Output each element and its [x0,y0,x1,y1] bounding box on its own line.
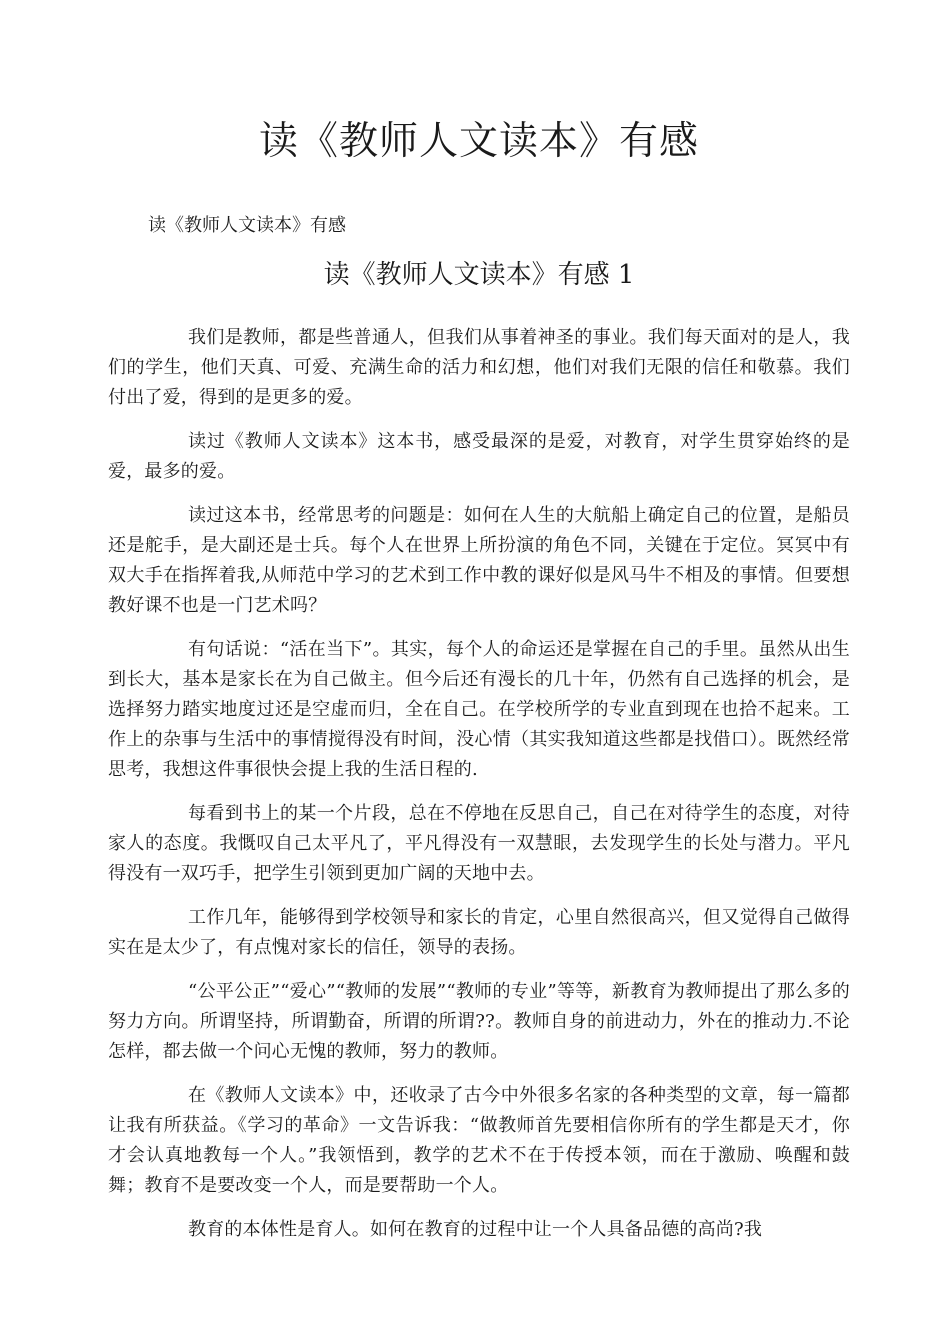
document-body [108,323,850,1259]
section-heading: 读《教师人文读本》有感 1 [323,260,635,290]
document-subtitle: 读《教师人文读本》有感 [148,215,346,236]
paragraph: 每看到书上的某一个片段，总在不停地在反思自己，自己在对待学生的态度，对待家人的态度。我慨叹自己太平凡了，平凡得没有一双慧眼，去发现学生的长处与潜力。平凡得没有一双巧手，把学生引领到更加广阔的天地中去。 [108,803,850,884]
paragraph: 我们是教师，都是些普通人，但我们从事着神圣的事业。我们每天面对的是人，我们的学生，他们天真、可爱、充满生命的活力和幻想，他们对我们无限的信任和敬慕。我们付出了爱，得到的是更多的爱。 [108,327,850,408]
paragraph: 读过《教师人文读本》这本书，感受最深的是爱，对教育，对学生贯穿始终的是爱，最多的爱。 [108,431,850,482]
paragraph: “公平公正”“爱心”“教师的发展”“教师的专业”等等，新教育为教师提出了那么多的努力方向。所谓坚持，所谓勤奋，所谓的所谓??。教师自身的前进动力，外在的推动力.不论怎样，都去做一个问心无愧的教师，努力的教师。 [108,981,850,1062]
paragraph: 在《教师人文读本》中，还收录了古今中外很多名家的各种类型的文章，每一篇都让我有所获益。《学习的革命》一文告诉我：“做教师首先要相信你所有的学生都是天才，你才会认真地教每一个人。”我领悟到，教学的艺术不在于传授本领，而在于激励、唤醒和鼓舞；教育不是要改变一个人，而是要帮助一个人。 [108,1085,850,1196]
paragraph: 有句话说：“活在当下”。其实，每个人的命运还是掌握在自己的手里。虽然从出生到长大，基本是家长在为自己做主。但今后还有漫长的几十年，仍然有自己选择的机会，是选择努力踏实地度过还是空虚而归，全在自己。在学校所学的专业直到现在也拾不起来。工作上的杂事与生活中的事情搅得没有时间，没心情（其实我知道这些都是找借口）。既然经常思考，我想这件事很快会提上我的生活日程的. [108,639,850,780]
document-title: 读《教师人文读本》有感 [258,119,699,164]
paragraph: 读过这本书，经常思考的问题是：如何在人生的大航船上确定自己的位置，是船员还是舵手，是大副还是士兵。每个人在世界上所扮演的角色不同，关键在于定位。冥冥中有双大手在指挥着我,从师范中学习的艺术到工作中教的课好似是风马牛不相及的事情。但要想教好课不也是一门艺术吗？ [108,505,850,616]
paragraph: 工作几年，能够得到学校领导和家长的肯定，心里自然很高兴，但又觉得自己做得实在是太少了，有点愧对家长的信任，领导的表扬。 [108,907,850,958]
paragraph: 教育的本体性是育人。如何在教育的过程中让一个人具备品德的高尚?我 [188,1219,763,1240]
